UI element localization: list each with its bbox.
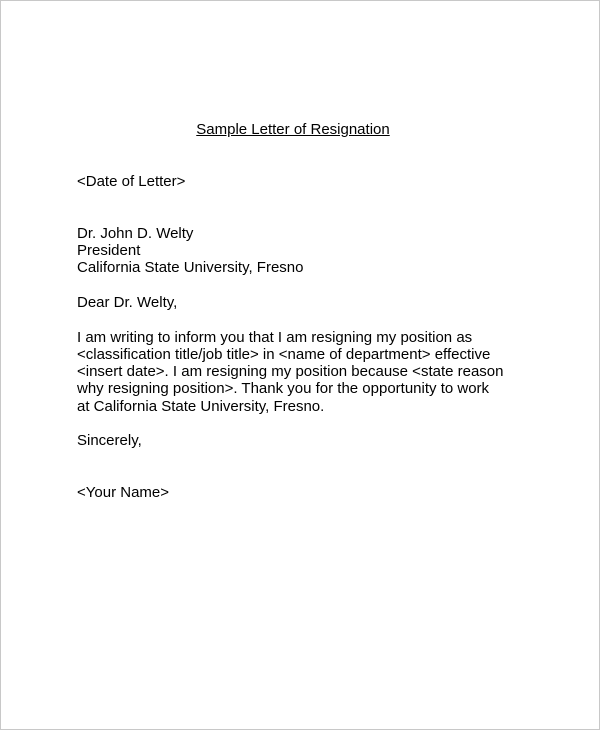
recipient-name: Dr. John D. Welty <box>77 225 194 242</box>
date-placeholder: <Date of Letter> <box>77 173 186 190</box>
body-line: at California State University, Fresno. <box>77 398 325 415</box>
body-line: <insert date>. I am resigning my position because <state reason <box>77 363 504 380</box>
signature-placeholder: <Your Name> <box>77 484 170 501</box>
closing: Sincerely, <box>77 432 142 449</box>
letter-title: Sample Letter of Resignation <box>196 121 390 138</box>
recipient-organization: California State University, Fresno <box>77 259 304 276</box>
body-line: <classification title/job title> in <name of department> effective <box>77 346 491 363</box>
body-line: I am writing to inform you that I am resigning my position as <box>77 329 473 346</box>
recipient-position: President <box>77 242 141 259</box>
body-line: why resigning position>. Thank you for the opportunity to work <box>77 380 490 397</box>
greeting: Dear Dr. Welty, <box>77 294 178 311</box>
